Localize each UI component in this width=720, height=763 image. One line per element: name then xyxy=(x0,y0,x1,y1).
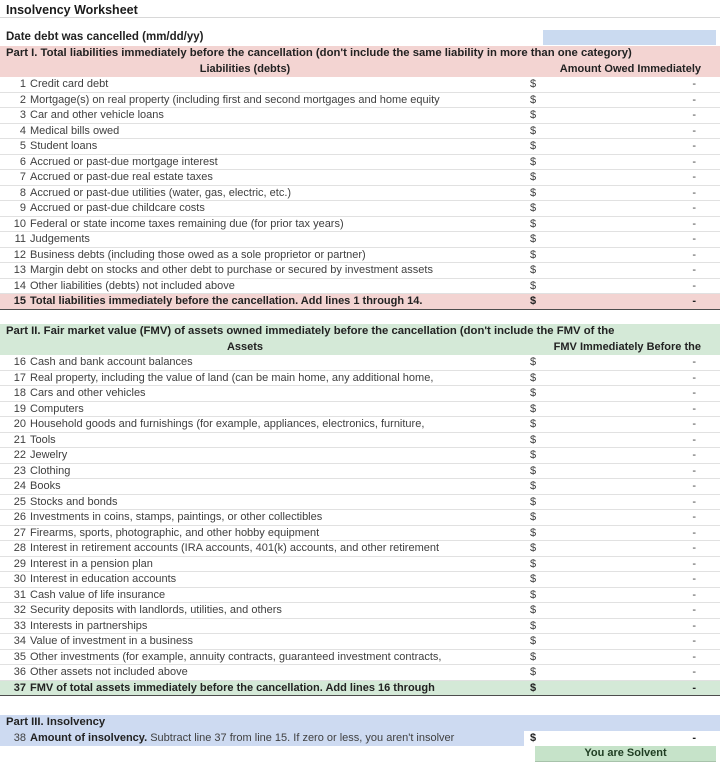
row-description: Federal or state income taxes remaining due (for prior tax years) xyxy=(30,217,344,230)
amount-value: - xyxy=(692,495,696,508)
part1-col-liabilities: Liabilities (debts) xyxy=(199,62,291,75)
part1-column-headers xyxy=(0,62,720,78)
currency-symbol: $ xyxy=(530,295,537,307)
row-number: 10 xyxy=(13,217,26,230)
amount-value: - xyxy=(692,433,696,446)
currency-symbol: $ xyxy=(530,371,537,384)
spacer xyxy=(0,310,720,325)
table-row-27 xyxy=(0,526,720,542)
date-row xyxy=(0,29,720,46)
amount-cell[interactable] xyxy=(524,232,716,247)
amount-cell[interactable] xyxy=(524,355,716,370)
currency-symbol: $ xyxy=(530,464,537,477)
row-description: Margin debt on stocks and other debt to purchase or secured by investment assets xyxy=(30,264,433,276)
amount-value: - xyxy=(692,202,696,214)
amount-cell[interactable] xyxy=(524,263,716,278)
table-row-6 xyxy=(0,155,720,171)
table-row-31 xyxy=(0,588,720,604)
amount-cell[interactable] xyxy=(524,681,716,696)
amount-cell[interactable] xyxy=(524,201,716,216)
amount-value: - xyxy=(692,402,696,415)
amount-value: - xyxy=(692,480,696,492)
row-description: Judgements xyxy=(30,233,90,245)
amount-value: - xyxy=(692,526,696,539)
amount-value: - xyxy=(692,233,696,245)
currency-symbol: $ xyxy=(530,433,537,446)
amount-cell[interactable] xyxy=(524,402,716,417)
part1-rows xyxy=(0,77,720,310)
currency-symbol: $ xyxy=(530,233,537,245)
row-description-rest: Subtract line 37 from line 15. If zero or less, you aren't insolver xyxy=(147,731,455,744)
part3-header: Part III. Insolvency xyxy=(0,715,720,731)
row-number: 34 xyxy=(13,635,26,647)
table-row-23 xyxy=(0,464,720,480)
currency-symbol: $ xyxy=(530,140,537,152)
amount-cell[interactable] xyxy=(524,619,716,634)
amount-cell[interactable] xyxy=(524,588,716,603)
solvency-status-row xyxy=(0,746,720,762)
amount-value: - xyxy=(692,418,696,430)
currency-symbol: $ xyxy=(530,264,537,276)
amount-cell[interactable] xyxy=(524,124,716,139)
currency-symbol: $ xyxy=(530,171,537,183)
table-row-20 xyxy=(0,417,720,433)
table-row-24 xyxy=(0,479,720,495)
amount-cell[interactable] xyxy=(524,557,716,572)
amount-cell[interactable] xyxy=(524,650,716,665)
table-row-11 xyxy=(0,232,720,248)
currency-symbol: $ xyxy=(530,573,537,585)
row-number: 35 xyxy=(13,650,26,663)
row-number: 1 xyxy=(19,78,26,90)
amount-cell[interactable] xyxy=(524,665,716,680)
row-number: 21 xyxy=(13,433,26,446)
row-description: Other investments (for example, annuity contracts, guaranteed investment contracts, xyxy=(30,650,442,663)
amount-cell[interactable] xyxy=(524,386,716,401)
amount-value: - xyxy=(692,295,696,307)
amount-value: - xyxy=(692,109,696,121)
currency-symbol: $ xyxy=(530,731,537,744)
amount-value: - xyxy=(692,279,696,292)
amount-value: - xyxy=(692,542,696,554)
part2-header-band xyxy=(0,324,720,355)
currency-symbol: $ xyxy=(530,511,537,523)
amount-cell[interactable] xyxy=(524,139,716,154)
row-description-bold: Amount of insolvency. xyxy=(30,731,148,744)
currency-symbol: $ xyxy=(530,387,537,399)
currency-symbol: $ xyxy=(530,635,537,647)
table-row-2 xyxy=(0,93,720,109)
amount-value: - xyxy=(692,604,696,616)
row-description: Total liabilities immediately before the cancellation. Add lines 1 through 14. xyxy=(30,295,423,307)
amount-value: - xyxy=(692,511,696,523)
row-description: Interest in education accounts xyxy=(30,573,177,585)
row-description: Accrued or past-due childcare costs xyxy=(30,202,205,214)
row-description: Interest in retirement accounts (IRA accounts, 401(k) accounts, and other retirement xyxy=(30,542,440,554)
currency-symbol: $ xyxy=(530,666,537,678)
amount-value: - xyxy=(692,93,696,106)
amount-value: - xyxy=(692,464,696,477)
amount-cell[interactable] xyxy=(524,186,716,201)
amount-value: - xyxy=(692,681,696,694)
amount-cell[interactable] xyxy=(524,294,716,309)
row-number: 30 xyxy=(13,573,26,585)
table-row-19 xyxy=(0,402,720,418)
currency-symbol: $ xyxy=(530,402,537,415)
row-description: FMV of total assets immediately before the cancellation. Add lines 16 through xyxy=(30,681,435,694)
table-row-13 xyxy=(0,263,720,279)
table-row-18 xyxy=(0,386,720,402)
amount-value: - xyxy=(692,387,696,399)
amount-cell[interactable] xyxy=(524,603,716,618)
amount-cell[interactable] xyxy=(524,417,716,432)
currency-symbol: $ xyxy=(530,542,537,554)
amount-value: - xyxy=(692,78,696,90)
table-row-37 xyxy=(0,681,720,697)
amount-value: - xyxy=(692,186,696,199)
row-number: 28 xyxy=(13,542,26,554)
table-row-5 xyxy=(0,139,720,155)
part1-col-amount: Amount Owed Immediately xyxy=(559,62,701,75)
table-row-21 xyxy=(0,433,720,449)
date-input-cell[interactable] xyxy=(543,30,716,45)
table-row-38 xyxy=(0,731,720,747)
table-row-7 xyxy=(0,170,720,186)
amount-cell[interactable] xyxy=(524,433,716,448)
amount-value: - xyxy=(692,588,696,601)
amount-cell[interactable] xyxy=(524,448,716,463)
amount-cell[interactable] xyxy=(524,572,716,587)
amount-cell[interactable] xyxy=(524,279,716,294)
row-description: Cash and bank account balances xyxy=(30,356,193,368)
part1-header-band xyxy=(0,46,720,77)
row-description: Cash value of life insurance xyxy=(30,588,166,601)
amount-value: - xyxy=(692,264,696,276)
row-number: 15 xyxy=(13,295,26,307)
part2-header: Part II. Fair market value (FMV) of assets owned immediately before the cancellation (don't include the FMV of the xyxy=(6,325,615,337)
table-row-28 xyxy=(0,541,720,557)
amount-cell[interactable] xyxy=(524,464,716,479)
amount-cell[interactable] xyxy=(524,371,716,386)
row-number: 2 xyxy=(19,93,26,106)
table-row-33 xyxy=(0,619,720,635)
table-row-10 xyxy=(0,217,720,233)
row-number: 14 xyxy=(13,279,26,292)
row-number: 6 xyxy=(19,155,26,168)
amount-cell[interactable] xyxy=(524,495,716,510)
row-description: Student loans xyxy=(30,140,98,152)
table-row-32 xyxy=(0,603,720,619)
currency-symbol: $ xyxy=(530,202,537,214)
currency-symbol: $ xyxy=(530,588,537,601)
row-number: 3 xyxy=(19,109,26,121)
table-row-35 xyxy=(0,650,720,666)
table-row-36 xyxy=(0,665,720,681)
row-description: Stocks and bonds xyxy=(30,495,118,508)
table-row-17 xyxy=(0,371,720,387)
row-description: Household goods and furnishings (for example, appliances, electronics, furniture, xyxy=(30,418,425,430)
currency-symbol: $ xyxy=(530,124,537,137)
amount-value: - xyxy=(692,248,696,261)
table-row-34 xyxy=(0,634,720,650)
part1-header: Part I. Total liabilities immediately before the cancellation (don't include the same liability in more than one category) xyxy=(6,47,632,59)
currency-symbol: $ xyxy=(530,604,537,616)
amount-cell[interactable] xyxy=(524,248,716,263)
row-number: 13 xyxy=(13,264,26,276)
spacer xyxy=(0,18,720,29)
row-description: Interests in partnerships xyxy=(30,619,148,632)
table-row-1 xyxy=(0,77,720,93)
row-description: Interest in a pension plan xyxy=(30,557,153,570)
row-description: Security deposits with landlords, utilities, and others xyxy=(30,604,282,616)
row-number: 7 xyxy=(19,171,26,183)
row-description: Medical bills owed xyxy=(30,124,120,137)
amount-value: - xyxy=(692,666,696,678)
amount-value: - xyxy=(692,371,696,384)
row-description: Real property, including the value of land (can be main home, any additional home, xyxy=(30,371,434,384)
amount-value: - xyxy=(692,619,696,632)
currency-symbol: $ xyxy=(530,449,537,461)
row-number: 36 xyxy=(13,666,26,678)
row-number: 18 xyxy=(13,387,26,399)
amount-value: - xyxy=(692,140,696,152)
row-description: Jewelry xyxy=(30,449,68,461)
row-description: Investments in coins, stamps, paintings, or other collectibles xyxy=(30,511,323,523)
row-description: Tools xyxy=(30,433,56,446)
row-description: Accrued or past-due mortgage interest xyxy=(30,155,218,168)
part2-col-fmv: FMV Immediately Before the xyxy=(553,340,701,353)
table-row-9 xyxy=(0,201,720,217)
row-number: 37 xyxy=(13,681,26,694)
amount-cell[interactable] xyxy=(524,155,716,170)
row-description: Credit card debt xyxy=(30,78,109,90)
currency-symbol: $ xyxy=(530,109,537,121)
row-description: Books xyxy=(30,480,61,492)
date-label: Date debt was cancelled (mm/dd/yy) xyxy=(6,31,204,43)
status-badge: You are Solvent xyxy=(535,746,716,762)
row-number: 23 xyxy=(13,464,26,477)
row-number: 16 xyxy=(13,356,26,368)
currency-symbol: $ xyxy=(530,681,537,694)
row-number: 11 xyxy=(14,233,26,245)
row-description: Clothing xyxy=(30,464,71,477)
row-number: 26 xyxy=(13,511,26,523)
row-number: 27 xyxy=(13,526,26,539)
table-row-25 xyxy=(0,495,720,511)
amount-value: - xyxy=(692,217,696,230)
row-number: 32 xyxy=(13,604,26,616)
row-number: 33 xyxy=(13,619,26,632)
table-row-30 xyxy=(0,572,720,588)
row-description: Computers xyxy=(30,402,84,415)
table-row-14 xyxy=(0,279,720,295)
row-description: Mortgage(s) on real property (including first and second mortgages and home equity xyxy=(30,93,440,106)
row-number: 31 xyxy=(13,588,26,601)
currency-symbol: $ xyxy=(530,78,537,90)
amount-value: - xyxy=(692,171,696,183)
amount-cell[interactable] xyxy=(524,510,716,525)
amount-cell[interactable] xyxy=(524,108,716,123)
amount-cell[interactable] xyxy=(524,217,716,232)
spacer xyxy=(0,696,720,715)
table-row-15 xyxy=(0,294,720,310)
row-description: Accrued or past-due real estate taxes xyxy=(30,171,213,183)
row-number: 22 xyxy=(13,449,26,461)
currency-symbol: $ xyxy=(530,650,537,663)
row-number: 38 xyxy=(13,731,26,744)
currency-symbol: $ xyxy=(530,93,537,106)
row-description: Firearms, sports, photographic, and other hobby equipment xyxy=(30,526,320,539)
table-row-16 xyxy=(0,355,720,371)
row-description: Cars and other vehicles xyxy=(30,387,146,399)
row-description: Business debts (including those owed as a sole proprietor or partner) xyxy=(30,248,366,261)
amount-cell[interactable] xyxy=(524,77,716,92)
amount-value: - xyxy=(692,124,696,137)
row-number: 24 xyxy=(13,480,26,492)
currency-symbol: $ xyxy=(530,480,537,492)
table-row-29 xyxy=(0,557,720,573)
table-row-3 xyxy=(0,108,720,124)
currency-symbol: $ xyxy=(530,248,537,261)
amount-cell[interactable] xyxy=(524,93,716,108)
table-row-22 xyxy=(0,448,720,464)
row-number: 19 xyxy=(13,402,26,415)
currency-symbol: $ xyxy=(530,526,537,539)
currency-symbol: $ xyxy=(530,495,537,508)
amount-value: - xyxy=(692,155,696,168)
currency-symbol: $ xyxy=(530,557,537,570)
row-description: Other assets not included above xyxy=(30,666,188,678)
currency-symbol: $ xyxy=(530,418,537,430)
page-title: Insolvency Worksheet xyxy=(0,0,720,18)
amount-value: - xyxy=(692,356,696,368)
amount-value: - xyxy=(692,650,696,663)
row-number: 20 xyxy=(13,418,26,430)
row-number: 5 xyxy=(19,140,26,152)
row-description: Value of investment in a business xyxy=(30,635,194,647)
row-number: 9 xyxy=(19,202,26,214)
amount-value: - xyxy=(692,557,696,570)
amount-value: - xyxy=(692,635,696,647)
amount-value: - xyxy=(692,731,696,744)
amount-cell[interactable] xyxy=(524,731,716,747)
row-description: Other liabilities (debts) not included above xyxy=(30,279,235,292)
amount-cell[interactable] xyxy=(524,634,716,649)
row-description: Accrued or past-due utilities (water, gas, electric, etc.) xyxy=(30,186,292,199)
table-row-12 xyxy=(0,248,720,264)
table-row-8 xyxy=(0,186,720,202)
currency-symbol: $ xyxy=(530,356,537,368)
row-description xyxy=(30,731,524,746)
row-number: 12 xyxy=(13,248,26,261)
amount-cell[interactable] xyxy=(524,526,716,541)
part2-rows xyxy=(0,355,720,696)
row-38-description-cell xyxy=(0,731,524,747)
row-number: 29 xyxy=(13,557,26,570)
row-description: Car and other vehicle loans xyxy=(30,109,164,121)
currency-symbol: $ xyxy=(530,155,537,168)
amount-value: - xyxy=(692,449,696,461)
currency-symbol: $ xyxy=(530,186,537,199)
amount-cell[interactable] xyxy=(524,170,716,185)
currency-symbol: $ xyxy=(530,619,537,632)
amount-value: - xyxy=(692,573,696,585)
currency-symbol: $ xyxy=(530,217,537,230)
amount-cell[interactable] xyxy=(524,479,716,494)
row-number: 8 xyxy=(19,186,26,199)
row-number: 4 xyxy=(19,124,26,137)
table-row-26 xyxy=(0,510,720,526)
table-row-4 xyxy=(0,124,720,140)
amount-cell[interactable] xyxy=(524,541,716,556)
currency-symbol: $ xyxy=(530,279,537,292)
row-number: 25 xyxy=(13,495,26,508)
row-number: 17 xyxy=(13,371,26,384)
part2-column-headers xyxy=(0,340,720,356)
part2-col-assets: Assets xyxy=(226,340,264,353)
